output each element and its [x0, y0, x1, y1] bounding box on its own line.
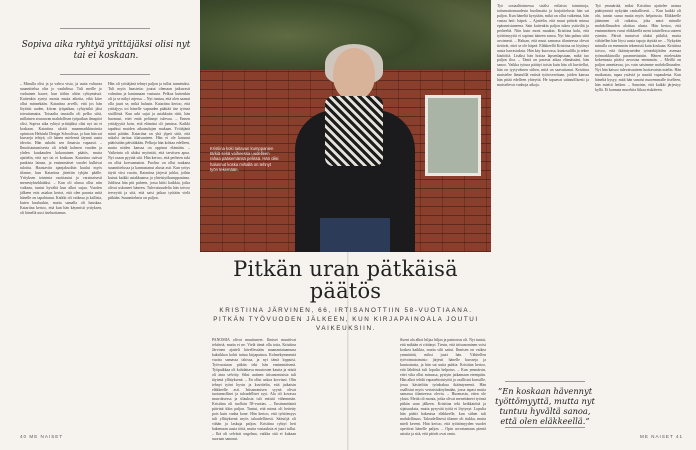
divider: [505, 427, 585, 428]
pull-quote-left: Sopiva aika ryhtyä yrittäjäksi olisi nyt tai ei koskaan.: [21, 40, 191, 61]
body-column-1: – Minulla olisi ja ja vahva visio, ja uutta valtavaa suunnittelua olin jo vauhdissa. Tuli meille jo varhainen haave, kun töihin oltiin ryhtymässä. Kuitenkin syntyi monia muita aikeita, eikä kiire ollut minnekään. Katariina arvelli, että jos hän löytäisi uuden, kiivan työpaikan, ryhtyisikö jäisi toteuttamatta. Toisaalta taustalla oli pelko siitä, millainen seuraavan mahdollisen työpaikan ilmapiiri olisi. Sopiva aika ryhtyä yrittäjäksi olisi nyt tai ei koskaan. Katariina aloitti maanmarkkinointia opintoon Helsinki Design Schoolissa, ja kun hän sai kursseja tehtyä, oli hänen mielensä täynnä uusia ideoita. Hän uskalsi sen ilmaista vapaasti. – Ilmoittautumisesta oli tehdä kolmen vuoden ja yhden kuukauden kokonainen päätös, mutta ajattelin, että nyt tai ei koskaan. Katariina ostivat pankista lainan, ja ensimmäiset vuodet kulkivat tuloitta. Haastaviin ajanjaksoihin kuului myös tilanne, kun Katariina jätettiin tyhjän päälle. Yrityksen toiminta osoittautui jo varsinaisesti menestyksekkääksi. – Kun oli alussa ollut niin vaikeaa, tuntui hyvältä kun alkoi sujua. Vuoden jälkeen eräs asiakas kertoi, että olen parasta mitä hänelle on tapahtunut. Kaikki oli vaikeaa ja kallista, kuten kuuluukin, mutta samalla oli hauskaa. Katariina kertoo, että kun hän käynnisti yrityksen, oli hänellä uusi itseluottamus.: [20, 82, 102, 215]
body-column-3: PANOMIA olivat muuttuneet. Ilmiset muuttivat tehtäviä, mutta ei ne. Vielä tämä olla totta, Kristiina Järvinen ajatteli kävellessään maanantaiaamuna kaksikkoa kohti tuttua kirjapainoa. Kolmekymmentä vuotta samassa talossa, ja nyt tämä loppuisi. Työvuosiaan pitkän teki hän ensimmäisenä. Työpaikkaa oli kohdattava muutosten kautta ja niistä oli aina selvitty. Siksi uutinen irtisanomisista tuli täytenä yllätyksenä. – En ollut uskoa korviani. Olin tehnyt työni hyvin ja kuvittelin, että jatkaisin eläkkeelle asti. Irtisanomisen syynä olivat tuotannolliset ja taloudelliset syyt. Ala oli kovassa murroksessa ja tilauksia tuli entistä vähemmän. Kristiina oli tuolloin 58-vuotias. – Ensimmäisinä päivinä itkin paljon. Tuntui, että minut oli heitetty pois kuin vanha kone. Hän kertoo, että työttömyys tuli yllätyksenä myös taloudellisesti. Säästöjä oli vähän ja laskuja paljon. Kristiina ryhtyi heti hakemaan uusia töitä, mutta vastauksia ei juuri tullut. – Ikä oli selvästi ongelma, vaikka sitä ei kukaan suoraan sanonut.: [212, 338, 296, 442]
headline: Pitkän uran pätkäisä päätös: [233, 257, 458, 303]
body-column-6: Työ ymmärtää, miksi Kristiina ajattelee uransa päättymistä nykyään rauhallisesti. – Kun kaikki oli ohi, tunsin surua mutta myös helpotusta. Eläkkeelle jääminen oli ratkaisu, joka antoi minulle mahdollisuuden aloittaa alusta. Hän kertoo, että ensimmäinen vuosi eläkkeellä meni totutellessa uuteen rytmiin. Päivät tuntuivat aluksi pitkiltä, mutta vähitellen hän löysi uusia tapoja täyttää ne. – Nykyään minulla on enemmän tekemistä kuin koskaan. Kristiina toivoo, että ikääntyneiden työntekijöiden asemaa työmarkkinoilla parannettaisiin. Hänen mielestään kokemusta pitäisi arvostaa enemmän. – Meillä on paljon annettavaa, jos vain saisimme mahdollisuuden. Nyt hän katsoo tulevaisuuteen luottavaisin mielin. Hän matkustaa, tapaa ystäviä ja nauttii vapaudesta. Kun häneltä kysyy, mitä hän sanoisi nuoremmalle itselleen, hän miettii hetken. – Sanoisin, että kaikki järjestyy kyllä. Ei kannata murehtia liikaa etukäteen.: [595, 4, 681, 93]
scarf: [325, 96, 383, 166]
folio-right: ME NAISET 41: [640, 434, 684, 439]
divider: [60, 28, 150, 29]
divider: [60, 74, 150, 75]
body-column-5: Työ sosiaalitoimessa sisälsi erilaisia toimintoja, tottumattomuudesta huolimatta ja harjoittelusta hän sai paljon. Kun häneltä kysytään, mikä on ollut vaikeinta, hän vastaa heti: häpeä. – Ajattelin, että muut pitävät minua epäonnistuneena. Sain kuitenkin paljon tukea ystäviltä ja perheeltä. Niin kuin moni muukin, Kristiina koki, että työttömyyttä ei sopinut ääneen sanoa. Nyt hän puhuu siitä avoimesti. – Haluan, että muut samassa tilanteessa olevat tietävät, ettei se ole häpeä. Eläkkeellä Kristiina on löytänyt uusia harrastuksia. Hän käy kuorossa, kuntosalilla ja tekee käsitöitä. Lisäksi hän hoitaa lapsenlapsiaan, mikä tuo paljon iloa. – Tämä on parasta aikaa elämässäni, hän sanoo. Vaikka työura päättyi toisin kuin hän oli kuvitellut, hän on tyytyväinen siihen, mitä on saavuttanut. Kristiina muistelee lämmöllä entisiä työtovereitaan, joiden kanssa hän pitää edelleen yhteyttä. He tapaavat säännöllisesti ja muistelevat vanhoja aikoja.: [497, 4, 589, 88]
pull-quote-right: ”En koskaan hävennyt työttömyyttä, mutta nyt tuntuu hyvältä sanoa, että olen eläkkeellä.”: [495, 386, 595, 426]
person: [295, 48, 415, 252]
divider: [505, 381, 585, 382]
folio-left: 40 ME NAISET: [20, 434, 64, 439]
photo-caption: Kristiina koki taitavan kumppanien tärkiä sekä vaiheessa uudelleen rahaa pääsemänsä pelissä. Hän olisi halunnut koska mihallä on tehnyt työn tekemään.: [210, 146, 279, 172]
body-column-4: fluent ala alkoi hiljaa hiljaa ja painostus oli. Nyt tuntui, että mikään ei riittänyt. Tiesin, että irtisanominen voisi koskea kaikkia, mutta silti sattui. Ihmisen on vaikea ymmärtää, miksi juuri hän. Vähitellen työvoimatoimisto järjesti hänelle kursseja ja kuntoutusta, ja hän sai uutta puhtia. Kristiina kertoo, että lähdöstä tuli lopulta helpotus. – Kun ymmärsin, ettei vika ollut minussa, pystyin jatkamaan eteenpäin. Hän alkoi tehdä vapaaehtoistyötä ja osallistui kurssille, jossa käsiteltiin työnhakua ikääntyneenä. Hän osallistui myös vertaistukiryhmään, jossa tapasi muita samassa tilanteessa olevia. – Huomasin, etten ole yksin. Meitä oli monta, jotka olivat menettäneet työnsä pitkän uran jälkeen. Kristiina teki keikkatöitä ja sijaisuuksia, mutta pysyvää työtä ei löytynyt. Lopulta hän päätti hakeutua eläkkeelle, kun siihen tuli mahdollisuus. Taloudellisesti tilanne oli tiukka, mutta mieli keveni. Hän kertoo, että työttömyyden vuodet opettivat hänelle paljon. – Opin arvostamaan pieniä asioita ja sitä, että päivät ovat omia.: [400, 338, 486, 437]
portrait-photo: [200, 0, 491, 252]
body-column-2: Hän oli yrittäjänä tehnyt paljon ja tullut tunnetuksi. Tuli myös haasteita: joutui olemaan jatkuvasti valmiina ja kantamaan vastuuta. Pelkoa kuitenkin oli ja se näkyi arjessa. – Nyt tuntuu, että olen saanut olla juuri se, mikä halusin. Katariina kertoo, että yrittäjyys toi hänelle vapauden päättää itse työnsä sisällöstä. Kun arki sujui ja asiakkaita riitti, hän huomasi, ettei enää pelännyt tulevaa. – Ennen yrittäjyyttä koin, että elämäni oli jumissa. Kaikki tapahtui muiden aikataulujen mukaan. Yrittäjänä minä päätän. Katariina on yhä ylpeä siitä, että uskalsi tarttua tilaisuuteen. Hän ei ole katunut päätöstään päivääkään. Pelkoja hän kohtaa edelleen, mutta niiden kanssa on oppinut elämään. – Vaikeinta oli aluksi myöntää, että tarvitsen apua. Nyt osaan pyytää sitä. Hän kertoo, että perheen tuki on ollut korvaamaton. Puoliso on ollut mukana suunnittelussa ja kannustanut alusta asti. Kun yritys täytti viisi vuotta, Katariina järjesti juhlat, joihin kutsui kaikki asiakkaansa ja yhteistyökumppaninsa. Juhlissa hän piti puheen, jossa kiitti kaikkia, jotka olivat uskoneet häneen. Tulevaisuudelta hän toivoo terveyttä ja sitä, että saisi jatkaa työtään vielä pitkään. Suunnitelmia on paljon.: [108, 82, 190, 200]
window: [425, 95, 481, 176]
deck: KRISTIINA JÄRVINEN, 66, IRTISANOTTIIN 58-VUOTIAANA. PITKÄN TYÖVUODEN JÄLKEEN, KUN KIRJAPAINOALA JOUTUI VAIKEUKSIIN.: [213, 307, 479, 332]
jeans: [320, 218, 390, 252]
face: [333, 48, 375, 100]
